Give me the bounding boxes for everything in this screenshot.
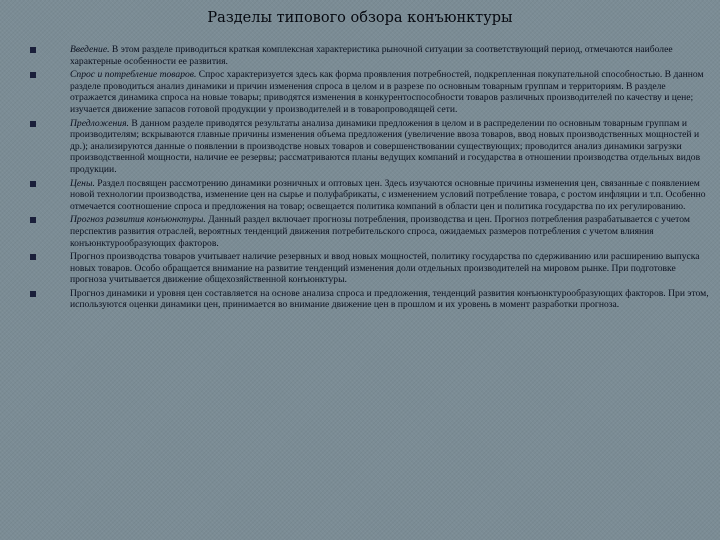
list-item-prices: [30, 178, 714, 213]
item-lead: Предложения.: [70, 117, 129, 129]
square-bullet-icon: [30, 291, 36, 297]
item-text: Спрос характеризуется здесь как форма проявления потребностей, подкрепленная покупательной способностью. В данном разделе проводиться анализ динамики и причин изменения спроса в целом и в разрезе по основным товарным группам и территориям. В разделе отражается динамика спроса на новые товары; приводятся изменения в конкурентоспособности товаров различных производителей по качеству и цене; изучается движение запасов готовой продукции у производителей и в товаропроводящей сети.: [70, 69, 704, 115]
item-lead: Цены.: [70, 177, 95, 189]
item-text: В этом разделе приводиться краткая комплексная характеристика рыночной ситуации за соответствующий период, отмечаются наиболее характерные особенности ее развития.: [70, 44, 673, 67]
slide-title: Разделы типового обзора конъюнктуры: [207, 10, 513, 26]
list-item-supply: [30, 118, 714, 176]
item-text: Прогноз производства товаров учитывает наличие резервных и ввод новых мощностей, политику государства по сдерживанию или расширению выпуска новых товаров. Особо обращается внимание на развитие тенденций изменения доли отдельных производителей на мировом рынке. При подготовке прогноза учитывается движение общехозяйственной конъюнктуры.: [70, 251, 700, 286]
item-lead: Прогноз развития конъюнктуры.: [70, 214, 206, 226]
square-bullet-icon: [30, 217, 36, 223]
list-item-production-forecast: [30, 251, 714, 286]
item-lead: Введение.: [70, 44, 110, 55]
list-item-price-forecast: [30, 288, 714, 311]
item-text: Раздел посвящен рассмотрению динамики розничных и оптовых цен. Здесь изучаются основные причины изменения цен, связанные с появлением новой технологии производства, изменение цен на сырье и полуфабрикаты, с изменением условий потребление товара, с ростом инфляции и т.п. Особенно отмечается соотношение спроса и предложения на товар; освещается политика компаний в области цен и политика государства по их регулированию.: [70, 177, 706, 212]
square-bullet-icon: [30, 72, 36, 78]
item-text: Данный раздел включает прогнозы потребления, производства и цен. Прогноз потребления разрабатывается с учетом перспектив развития отраслей, вероятных тенденций движения потребительского спроса, ожидаемых размеров потребления с учетом влияния конъюнктурообразующих факторов.: [70, 214, 690, 249]
square-bullet-icon: [30, 181, 36, 187]
list-item-introduction: [30, 44, 714, 67]
square-bullet-icon: [30, 47, 36, 53]
list-item-forecast: [30, 214, 714, 249]
item-text: Прогноз динамики и уровня цен составляется на основе анализа спроса и предложения, тенденций развития конъюнктурообразующих факторов. При этом, используются оценки динамики цен, принимается во внимание движение цен в прошлом и их уровень в момент разработки прогноза.: [70, 287, 709, 311]
bullet-list: [30, 44, 714, 313]
square-bullet-icon: [30, 121, 36, 127]
list-item-demand: [30, 69, 714, 115]
square-bullet-icon: [30, 254, 36, 260]
item-text: В данном разделе приводятся результаты анализа динамики предложения в целом и в распределении по основным товарным группам и производителям; вскрываются главные причины изменения объема предложения (увеличение ввоза товаров, ввод новых производственных мощностей и др.); анализируются данные о появлении в производстве новых товаров и совершенствовании существующих; проводится анализ динамики загрузки производственной мощности, наличие ее резервы; рассматриваются планы ведущих компаний и государства в отношении производства отдельных видов продукции.: [70, 117, 701, 175]
item-lead: Спрос и потребление товаров.: [70, 69, 197, 81]
